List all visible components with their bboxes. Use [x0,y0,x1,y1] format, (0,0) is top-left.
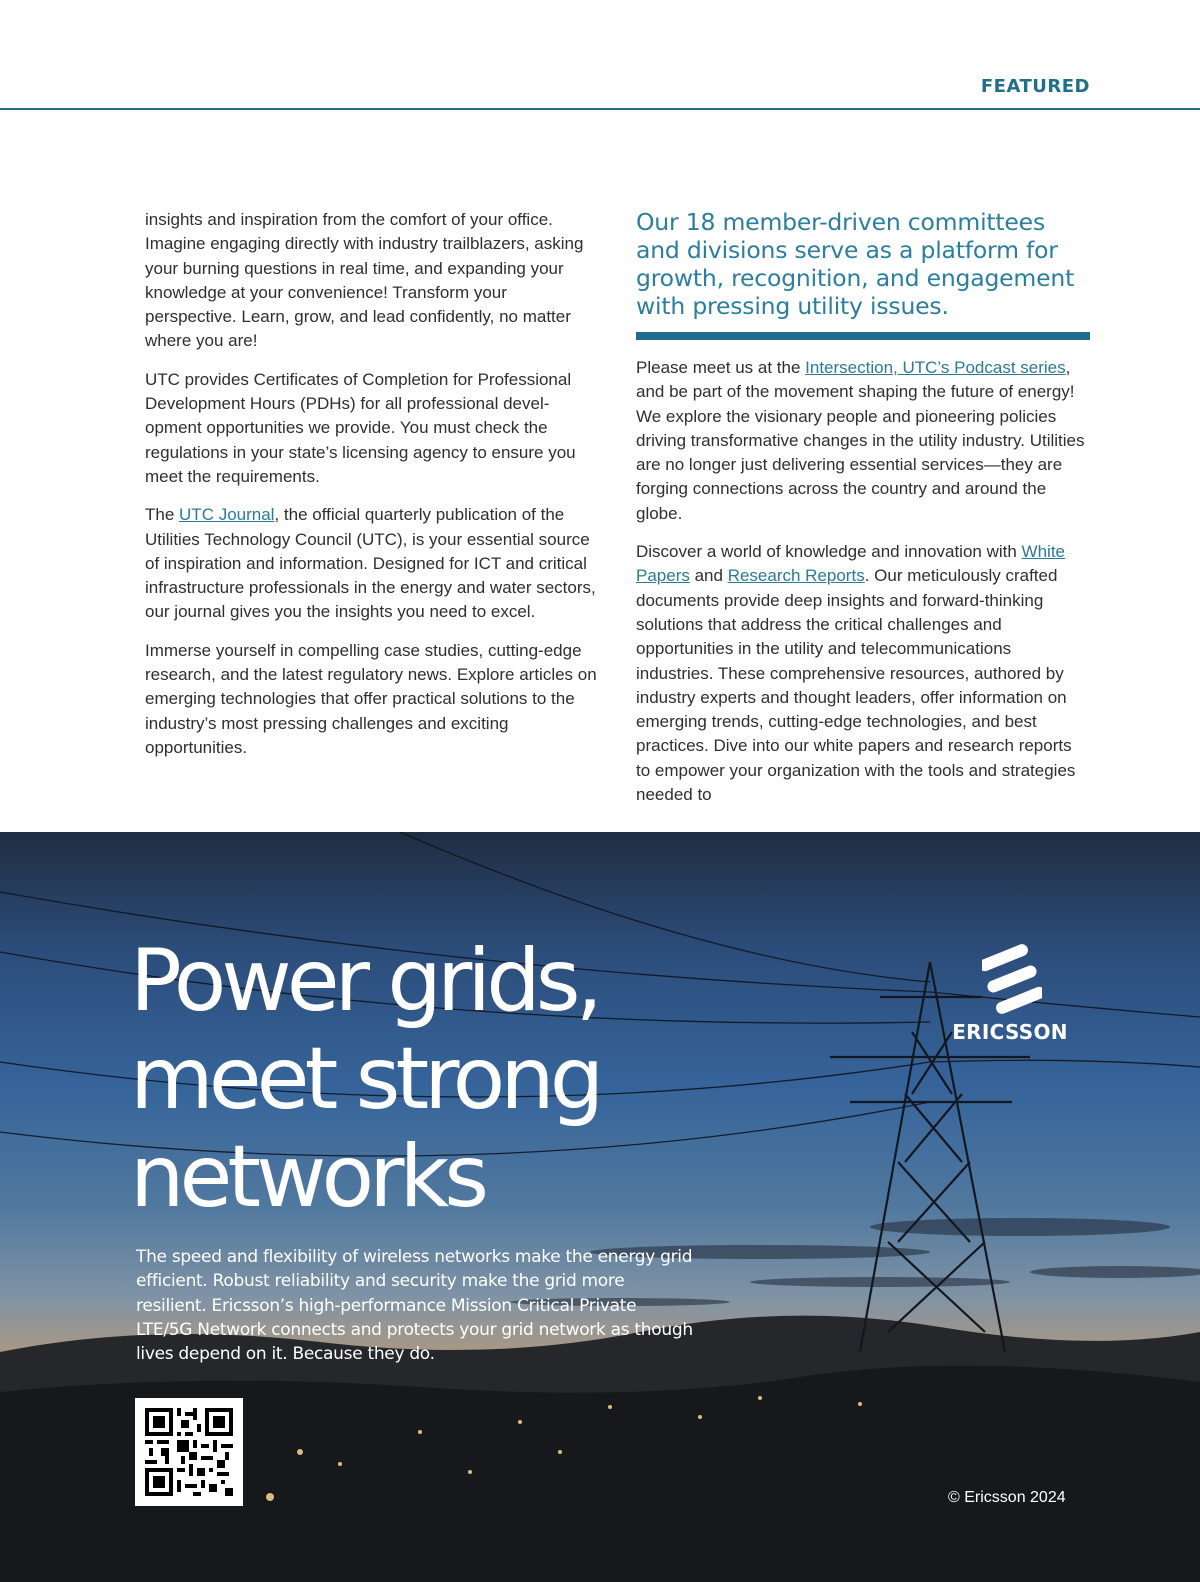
left-paragraph-1: insights and inspiration from the comfort of your office. Imagine engaging directly with industry trailblazers, asking your burning questions in real time, and expanding your knowledge at your convenience! Transform your perspective. Learn, grow, and lead confidently, no matter where you are! [145,210,584,351]
paragraph-text: Discover a world of knowledge and innovation with [636,542,1022,562]
ericsson-advertisement[interactable] [0,832,1200,1582]
research-reports-link[interactable]: Research Reports [727,566,865,586]
ericsson-wordmark: ERICSSON [952,1020,1068,1044]
paragraph-text: Please meet us at the [636,358,806,377]
header-rule [0,108,1200,110]
podcast-series-link[interactable]: Intersection, UTC’s Podcast series [805,358,1066,377]
paragraph-text: , and be part of the movement shaping the future of energy! We explore the visionary people and pioneering policies driving transformative changes in the utility industry. Utilities are no longer just delivering essential services—they are forging connections across the country and around the globe. [636,358,1085,523]
ad-copyright: © Ericsson 2024 [948,1489,1066,1506]
pull-quote-rule [636,332,1090,340]
qr-code-pattern [145,1408,233,1496]
paragraph-text: . Our meticulously crafted documents provide deep insights and forward-thinking solutions that address the critical challenges and opportunities in the utility and telecommunications industries. These comprehensive resources, authored by industry experts and thought leaders, offer information on emerging trends, cutting-edge technologies, and best practices. Dive into our white papers and research reports to empower your organization with the tools and strategies needed to [636,566,1076,805]
section-label: FEATURED [980,76,1090,97]
paragraph-text: , the official quarterly publication of the Utilities Technology Council (UTC), is your essential source of inspiration and information. Designed for ICT and critical infrastructure professionals in the energy and water sectors, our journal gives you the insights you need to excel. [145,505,596,622]
pull-quote: Our 18 member-driven committees and divisions serve as a platform for growth, recognition, and engagement with pressing utility issues. [636,208,1075,320]
ericsson-logo-icon [982,942,1042,1016]
ad-body-text: The speed and flexibility of wireless networks make the energy grid efficient. Robust reliability and security make the grid more resilient. Ericsson’s high-performance Mission Critical Private LTE/5G Network connects and protects your grid network as though lives depend on it. Because they do. [136,1247,693,1365]
left-paragraph-3 [145,503,597,624]
right-column [636,208,1090,821]
left-paragraph-2: UTC provides Certificates of Completion for Professional Development Hours (PDHs) for all professional devel- opment opportunities we provide. You must check the regulations in your state’s licensing agency to ensure you meet the requirements. [145,369,576,486]
white-papers-link[interactable]: White Papers [636,542,1066,586]
left-column [145,208,597,774]
paragraph-text: The [145,505,180,525]
left-paragraph-4: Immerse yourself in compelling case studies, cutting-edge research, and the latest regulatory news. Explore articles on emerging technologies that offer practical solutions to the industry’s most pressing challenges and exciting opportunities. [145,640,597,757]
paragraph-text: and [689,566,728,586]
right-paragraph-2 [636,540,1090,807]
qr-code-icon[interactable] [135,1398,243,1506]
ad-headline: Power grids, meet strong networks [130,931,600,1227]
right-paragraph-1 [636,356,1090,526]
utc-journal-link[interactable]: UTC Journal [179,505,275,525]
